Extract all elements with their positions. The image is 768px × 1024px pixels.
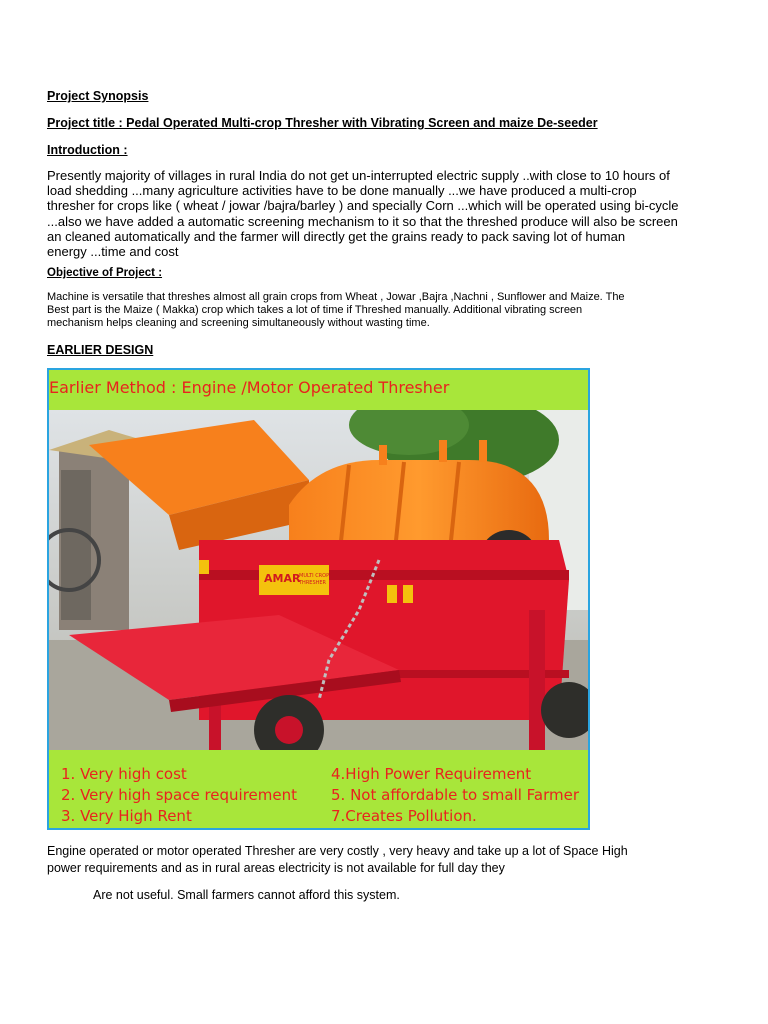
intro-line: load shedding ...many agriculture activities have to be done manually ...we have produced a multi-crop bbox=[47, 183, 637, 199]
figure-right-points bbox=[331, 764, 579, 827]
figure-point: 3. Very High Rent bbox=[61, 807, 192, 825]
intro-paragraph bbox=[47, 168, 687, 259]
final-line: Are not useful. Small farmers cannot afford this system. bbox=[93, 888, 400, 902]
closing-line: power requirements and as in rural areas electricity is not available for full day they bbox=[47, 861, 505, 875]
closing-line: Engine operated or motor operated Thresher are very costly , very heavy and take up a lot of Space High bbox=[47, 844, 628, 858]
closing-paragraph bbox=[47, 843, 667, 877]
figure-left-points bbox=[61, 764, 297, 827]
figure-point: 1. Very high cost bbox=[61, 765, 187, 783]
synopsis-heading: Project Synopsis bbox=[47, 89, 149, 103]
machine-brand: AMAR bbox=[264, 572, 301, 585]
project-title: Project title : Pedal Operated Multi-crop Thresher with Vibrating Screen and maize De-seeder bbox=[47, 116, 598, 130]
objective-line: Best part is the Maize ( Makka) crop which takes a lot of time if Threshed manually. Additional vibrating screen bbox=[47, 304, 583, 317]
objective-line: mechanism helps cleaning and screening simultaneously without wasting time. bbox=[47, 317, 430, 330]
figure-point: 5. Not affordable to small Farmer bbox=[331, 786, 580, 804]
figure-point: 4.High Power Requirement bbox=[331, 765, 532, 783]
objective-line: Machine is versatile that threshes almost all grain crops from Wheat , Jowar ,Bajra ,Nachni , Sunflower and Maize. The bbox=[47, 291, 625, 303]
intro-line: thresher for crops like ( wheat / jowar /bajra/barley ) and specially Corn ...which will be operated using bi-cycle bbox=[47, 198, 679, 214]
intro-line: an cleaned automatically and the farmer will directly get the grains ready to pack saving lot of human bbox=[47, 228, 626, 244]
objective-paragraph bbox=[47, 291, 667, 331]
figure-point: 2. Very high space requirement bbox=[61, 786, 298, 804]
earlier-method-figure bbox=[47, 368, 590, 830]
earlier-design-heading: EARLIER DESIGN bbox=[47, 343, 154, 357]
machine-label-line2: THRESHER bbox=[299, 580, 327, 586]
machine-label-line1: MULTI CROP bbox=[299, 573, 330, 579]
intro-heading: Introduction : bbox=[47, 143, 128, 157]
thresher-photo bbox=[49, 410, 590, 750]
objective-heading: Objective of Project : bbox=[47, 267, 163, 279]
figure-point: 7.Creates Pollution. bbox=[331, 807, 477, 825]
intro-line: ...also we have added a automatic screening mechanism to it so that the threshed produce will also be screen bbox=[47, 213, 678, 229]
intro-line: energy ...time and cost bbox=[47, 244, 179, 260]
figure-title: Earlier Method : Engine /Motor Operated Thresher bbox=[49, 378, 450, 397]
intro-line: Presently majority of villages in rural India do not get un-interrupted electric supply ..with close to 10 hours of bbox=[47, 168, 670, 183]
